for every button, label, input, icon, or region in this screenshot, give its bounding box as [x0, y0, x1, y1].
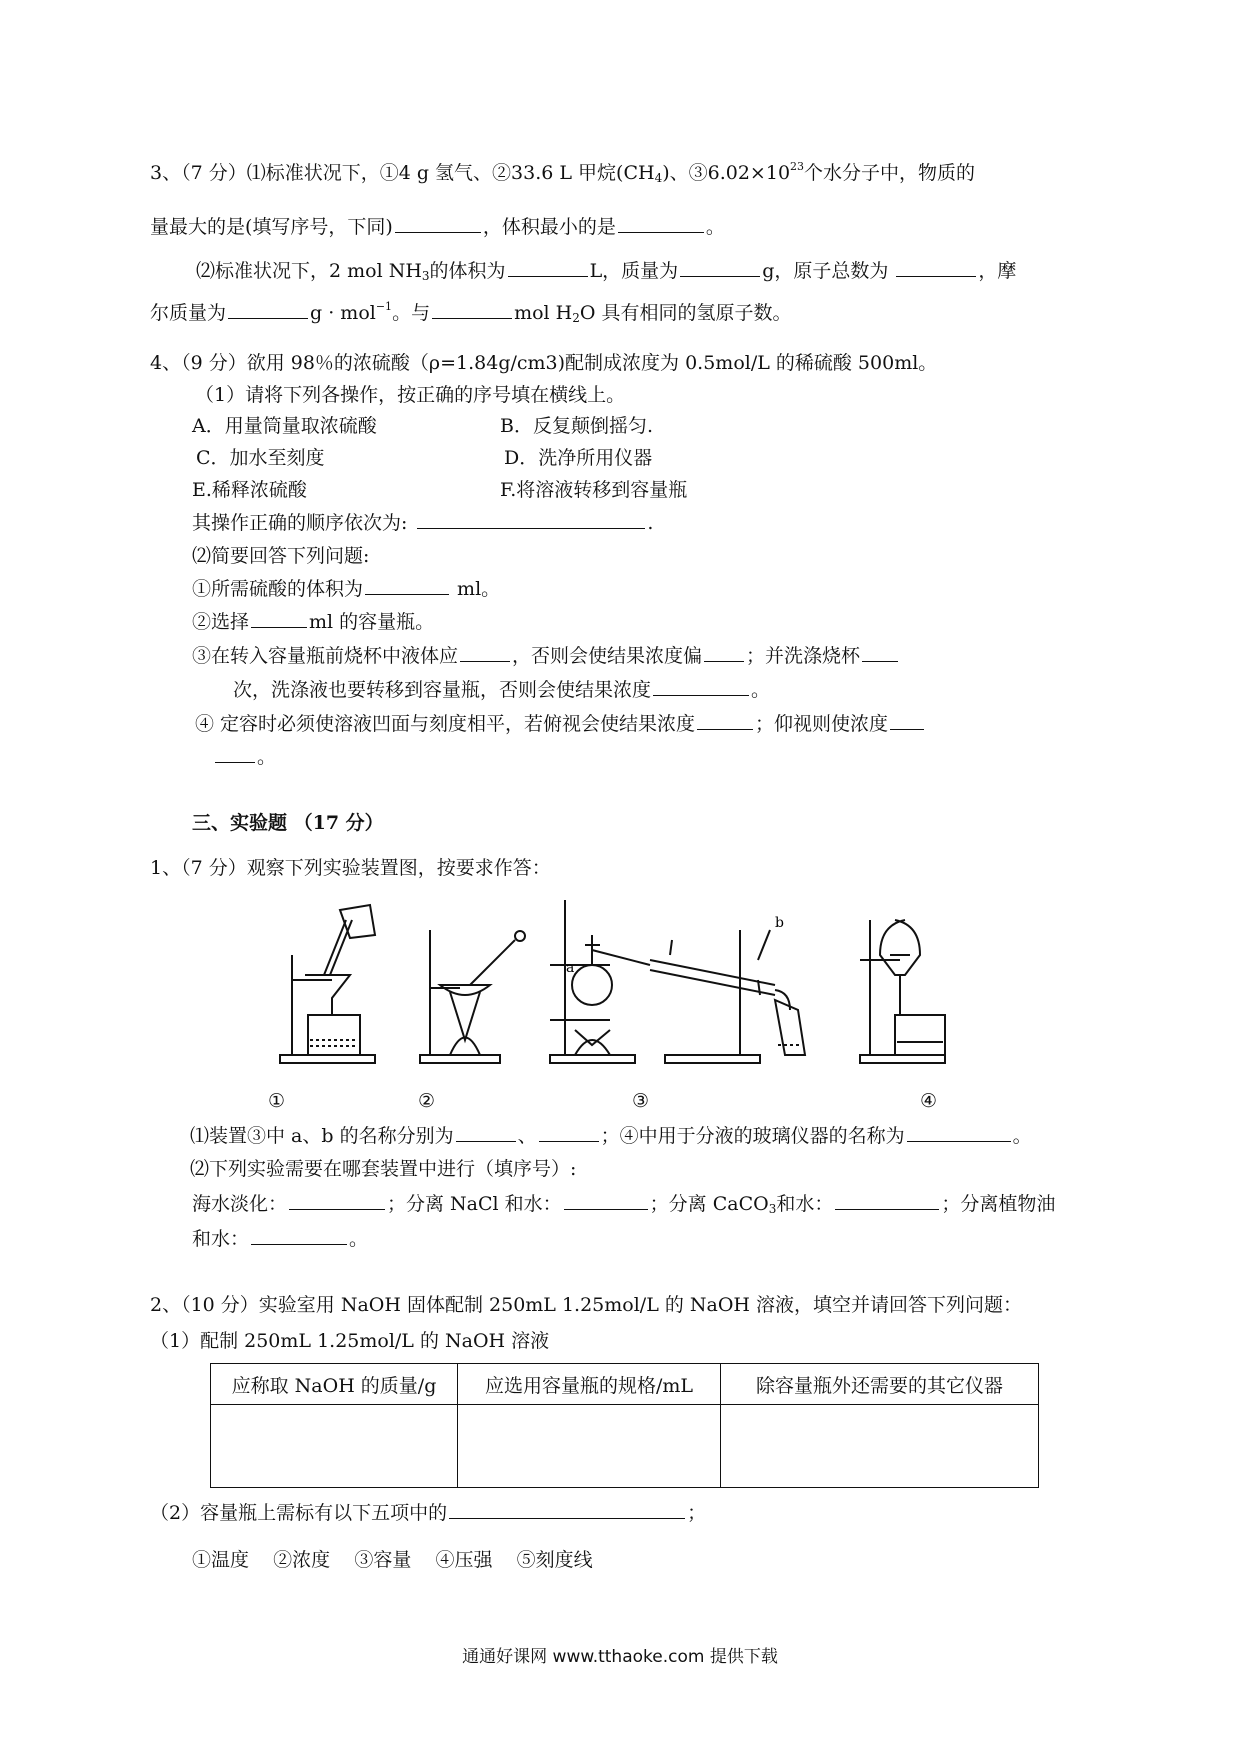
answer-blank[interactable]	[251, 609, 307, 628]
q3-line2: 量最大的是(填写序号，下同) ，体积最小的是 。	[150, 216, 725, 238]
q4-sub3-cont: 次，洗涤液也要转移到容量瓶，否则会使结果浓度 。	[233, 679, 771, 701]
answer-blank[interactable]	[289, 1191, 385, 1210]
answer-blank[interactable]	[907, 1123, 1011, 1142]
table-header: 应选用容量瓶的规格/mL	[458, 1364, 721, 1405]
answer-blank[interactable]	[508, 258, 588, 277]
answer-blank[interactable]	[449, 1500, 685, 1519]
answer-blank[interactable]	[704, 643, 744, 662]
e2-title: 2、（10 分）实验室用 NaOH 固体配制 250mL 1.25mol/L 的 NaOH 溶液，填空并请回答下列问题：	[150, 1294, 1023, 1316]
e1-part4: 和水： 。	[192, 1228, 369, 1250]
answer-blank[interactable]	[835, 1191, 939, 1210]
evaporation-apparatus	[420, 930, 525, 1063]
q4-sub4-cont: 。	[213, 744, 276, 770]
answer-blank[interactable]	[432, 300, 512, 319]
answer-blank[interactable]	[539, 1123, 599, 1142]
q4-title: 4、（9 分）欲用 98％的浓硫酸（ρ=1.84g/cm3)配制成浓度为 0.5mol/L 的稀硫酸 500ml。	[150, 352, 938, 374]
e2-part1: （1）配制 250mL 1.25mol/L 的 NaOH 溶液	[150, 1330, 550, 1352]
q4-option-b: B．反复颠倒摇匀.	[500, 415, 654, 437]
q4-option-e: E.稀释浓硫酸	[192, 479, 307, 501]
filtration-apparatus	[280, 905, 375, 1063]
page-footer: 通通好课网 www.tthaoke.com 提供下载	[462, 1647, 778, 1667]
answer-blank[interactable]	[564, 1191, 648, 1210]
separation-apparatus	[860, 920, 945, 1063]
q4-sub1: ①所需硫酸的体积为 ml。	[192, 578, 501, 600]
section-heading: 三、实验题 （17 分）	[192, 812, 384, 834]
label-b: b	[775, 915, 784, 931]
e1-title: 1、（7 分）观察下列实验装置图，按要求作答：	[150, 857, 551, 879]
q4-sub3: ③在转入容量瓶前烧杯中液体应 ，否则会使结果浓度偏 ；并洗涤烧杯	[192, 643, 900, 669]
q4-order: 其操作正确的顺序依次为: .	[192, 512, 654, 534]
answer-cell[interactable]	[721, 1405, 1039, 1488]
e1-part2: ⑵下列实验需要在哪套装置中进行（填序号）:	[190, 1158, 577, 1180]
q4-option-d: D．洗净所用仪器	[504, 447, 653, 469]
answer-blank[interactable]	[215, 744, 255, 763]
q4-part1: （1）请将下列各操作，按正确的序号填在横线上。	[195, 384, 626, 406]
answer-blank[interactable]	[395, 214, 481, 233]
answer-blank[interactable]	[890, 711, 924, 730]
answer-blank[interactable]	[862, 643, 898, 662]
answer-blank[interactable]	[618, 214, 704, 233]
answer-cell[interactable]	[458, 1405, 721, 1488]
answer-blank[interactable]	[228, 300, 308, 319]
q3-line1: 3、（7 分）⑴标准状况下，①4 g 氢气、②33.6 L 甲烷$(CH_4)$、$③6.02\times 10^{23}$个水分子中，物质的	[150, 160, 976, 185]
answer-cell[interactable]	[211, 1405, 458, 1488]
q4-option-f: F.将溶液转移到容量瓶	[500, 479, 688, 501]
e1-part3: 海水淡化： ；分离 NaCl 和水： ；分离 CaCO$_3$和水： ；分离植物油	[192, 1193, 1056, 1216]
answer-blank[interactable]	[460, 643, 510, 662]
table-header: 除容量瓶外还需要的其它仪器	[721, 1364, 1039, 1405]
answer-blank[interactable]	[417, 510, 645, 529]
e2-part2: （2）容量瓶上需标有以下五项中的 ；	[150, 1502, 707, 1524]
q4-option-a: A．用量筒量取浓硫酸	[192, 415, 377, 437]
answer-table	[210, 1363, 1039, 1488]
apparatus-label-2: ②	[418, 1090, 436, 1112]
table-header: 应称取 NaOH 的质量/g	[211, 1364, 458, 1405]
answer-blank[interactable]	[680, 258, 760, 277]
apparatus-figure	[270, 880, 970, 1080]
q4-sub2: ②选择 ml 的容量瓶。	[192, 611, 435, 633]
q3-line4: 尔质量为 g · mol$^{-1}$。与 mol $H_2O$ 具有相同的氢原子数。	[150, 300, 792, 325]
answer-blank[interactable]	[697, 711, 753, 730]
answer-blank[interactable]	[653, 677, 749, 696]
distillation-apparatus	[550, 900, 805, 1063]
answer-blank[interactable]	[896, 258, 976, 277]
q4-part2: ⑵简要回答下列问题:	[192, 545, 370, 567]
e1-part1: ⑴装置③中 a、b 的名称分别为 、 ；④中用于分液的玻璃仪器的名称为 。	[190, 1125, 1032, 1147]
q4-option-c: C．加水至刻度	[196, 447, 325, 469]
answer-blank[interactable]	[365, 576, 449, 595]
e2-items: ①温度 ②浓度 ③容量 ④压强 ⑤刻度线	[192, 1549, 593, 1571]
q3-line3: ⑵标准状况下，2 mol $NH_3$的体积为 L，质量为 g，原子总数为 ，摩	[196, 260, 1017, 283]
answer-blank[interactable]	[456, 1123, 516, 1142]
q4-sub4: ④ 定容时必须使溶液凹面与刻度相平，若俯视会使结果浓度 ；仰视则使浓度	[195, 711, 926, 737]
answer-blank[interactable]	[251, 1226, 347, 1245]
apparatus-label-1: ①	[268, 1090, 286, 1112]
apparatus-label-4: ④	[920, 1090, 938, 1112]
apparatus-label-3: ③	[632, 1090, 650, 1112]
label-a: a	[566, 960, 575, 976]
